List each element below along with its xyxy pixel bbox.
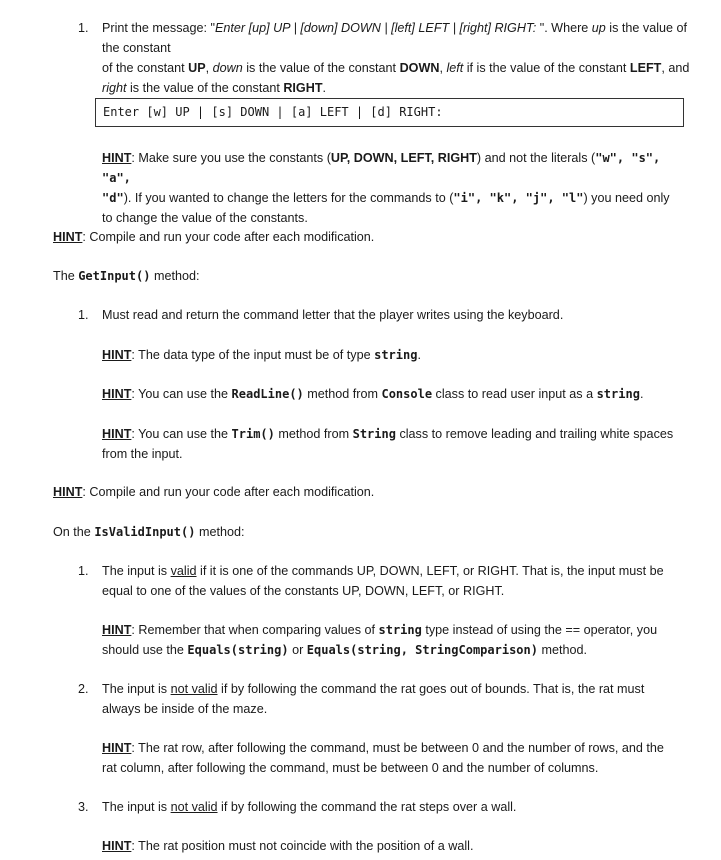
hint-label: HINT (102, 839, 132, 853)
text: method: (195, 525, 245, 539)
text: : The data type of the input must be of type (131, 348, 375, 362)
inline-code: Equals(string, StringComparison) (306, 643, 538, 657)
isvalid-heading (53, 522, 244, 542)
list-item (102, 561, 692, 601)
hint-line (102, 640, 692, 660)
text: ). If you wanted to change the letters for the commands to ( (123, 191, 454, 205)
text: is the value of the constant (242, 61, 400, 75)
text: On the (53, 525, 95, 539)
inline-code: string (374, 348, 418, 362)
hint-label: HINT (102, 427, 132, 441)
text: right (102, 81, 127, 95)
inline-code: string (596, 387, 640, 401)
inline-code: Trim() (231, 427, 275, 441)
underlined-text: valid (170, 564, 197, 578)
hint-wall (102, 836, 473, 856)
hint-data-type (102, 345, 421, 365)
method-name: GetInput() (78, 269, 151, 283)
text: method from (303, 387, 382, 401)
text: , and (661, 61, 690, 75)
constant-down: DOWN (399, 61, 440, 75)
hint-readline (102, 384, 643, 404)
step1-line1 (102, 18, 692, 58)
text: . (322, 81, 327, 95)
hint-line (102, 148, 692, 188)
hint-label: HINT (53, 485, 83, 499)
text: down (212, 61, 243, 75)
text: ) you need only (583, 191, 670, 205)
list-number: 1. (78, 21, 89, 35)
list-number: 3. (78, 800, 89, 814)
hint-label: HINT (102, 387, 132, 401)
literal-code: "i", "k", "j", "l" (453, 191, 584, 205)
text: method from (274, 427, 353, 441)
hint-compile (53, 482, 374, 502)
text: , (439, 61, 447, 75)
item-line (102, 679, 692, 699)
list-number: 1. (78, 564, 89, 578)
list-item-text: Must read and return the command letter that the player writes using the keyboard. (102, 308, 564, 322)
item-line: equal to one of the values of the constants UP, DOWN, LEFT, or RIGHT. (102, 584, 505, 598)
text: . (639, 387, 644, 401)
text: class to remove leading and trailing white spaces (395, 427, 674, 441)
text: The input is (102, 682, 171, 696)
inline-code: String (352, 427, 396, 441)
text: left (446, 61, 464, 75)
hint-label: HINT (102, 348, 132, 362)
hint-bounds (102, 738, 692, 778)
hint-line: from the input. (102, 447, 183, 461)
code-example-box: Enter [w] UP | [s] DOWN | [a] LEFT | [d] RIGHT: (95, 98, 684, 127)
text: method. (537, 643, 587, 657)
text: . (417, 348, 421, 362)
text: : Make sure you use the constants ( (131, 151, 331, 165)
hint-line: to change the value of the constants. (102, 211, 308, 225)
hint-label: HINT (102, 623, 132, 637)
text: should use the (102, 643, 188, 657)
hint-line (102, 188, 692, 208)
step1-line2: of the constant UP, down is the value of the constant DOWN, left if is the value of the constant LEFT, and (102, 61, 690, 75)
text: if is the value of the constant (463, 61, 630, 75)
text: or (288, 643, 307, 657)
text: up (591, 21, 606, 35)
underlined-text: not valid (170, 800, 218, 814)
text: The input is (102, 564, 171, 578)
text: ) and not the literals ( (476, 151, 596, 165)
text: class to read user input as a (432, 387, 597, 401)
text: : The rat position must not coincide with the position of a wall. (131, 839, 474, 853)
getinput-heading (53, 266, 199, 286)
list-number: 2. (78, 682, 89, 696)
text: : You can use the (131, 427, 232, 441)
text: : The rat row, after following the command, must be between 0 and the number of rows, and the (131, 741, 664, 755)
method-name: IsValidInput() (94, 525, 196, 539)
text: : Compile and run your code after each modification. (82, 485, 375, 499)
literal-code: "w", "s", "a", (102, 151, 661, 185)
inline-code: Console (381, 387, 433, 401)
step1-line3 (102, 78, 692, 98)
item-line (102, 561, 692, 581)
text: type instead of using the == operator, you (421, 623, 658, 637)
hint-line (102, 620, 692, 640)
hint-line (102, 424, 692, 444)
underlined-text: not valid (170, 682, 218, 696)
hint-label: HINT (53, 230, 83, 244)
hint-line (102, 738, 692, 758)
text: if it is one of the commands UP, DOWN, LEFT, or RIGHT. That is, the input must be (196, 564, 664, 578)
inline-code: ReadLine() (231, 387, 304, 401)
text: method: (150, 269, 200, 283)
constant-left: LEFT (629, 61, 662, 75)
text: is the value of the constant (102, 21, 688, 55)
text: The input is (102, 800, 171, 814)
text: : Remember that when comparing values of (131, 623, 379, 637)
inline-code: Equals(string) (187, 643, 289, 657)
list-item (102, 797, 516, 817)
constant-right: RIGHT (283, 81, 323, 95)
text: The (53, 269, 79, 283)
text: is the value of the constant (126, 81, 284, 95)
hint-constants (102, 148, 692, 228)
list-item (102, 679, 692, 719)
hint-trim (102, 424, 692, 464)
text: : You can use the (131, 387, 232, 401)
text: if by following the command the rat goes out of bounds. That is, the rat must (217, 682, 645, 696)
item-line: always be inside of the maze. (102, 702, 268, 716)
hint-label: HINT (102, 151, 132, 165)
text: if by following the command the rat steps over a wall. (217, 800, 517, 814)
text: UP, DOWN, LEFT, RIGHT (330, 151, 477, 165)
constant-up: UP (188, 61, 206, 75)
message-text: Enter [up] UP | [down] DOWN | [left] LEFT | [right] RIGHT: (214, 21, 540, 35)
list-number: 1. (78, 308, 89, 322)
hint-equals (102, 620, 692, 660)
hint-line: rat column, after following the command, must be between 0 and the number of columns. (102, 761, 599, 775)
hint-label: HINT (102, 741, 132, 755)
literal-code: "d" (102, 191, 124, 205)
inline-code: string (378, 623, 422, 637)
text: Print the message: " (102, 21, 215, 35)
hint-compile (53, 227, 374, 247)
text: : Compile and run your code after each modification. (82, 230, 375, 244)
text: , (205, 61, 213, 75)
step1-paragraph (102, 18, 692, 98)
text: ". Where (539, 21, 592, 35)
